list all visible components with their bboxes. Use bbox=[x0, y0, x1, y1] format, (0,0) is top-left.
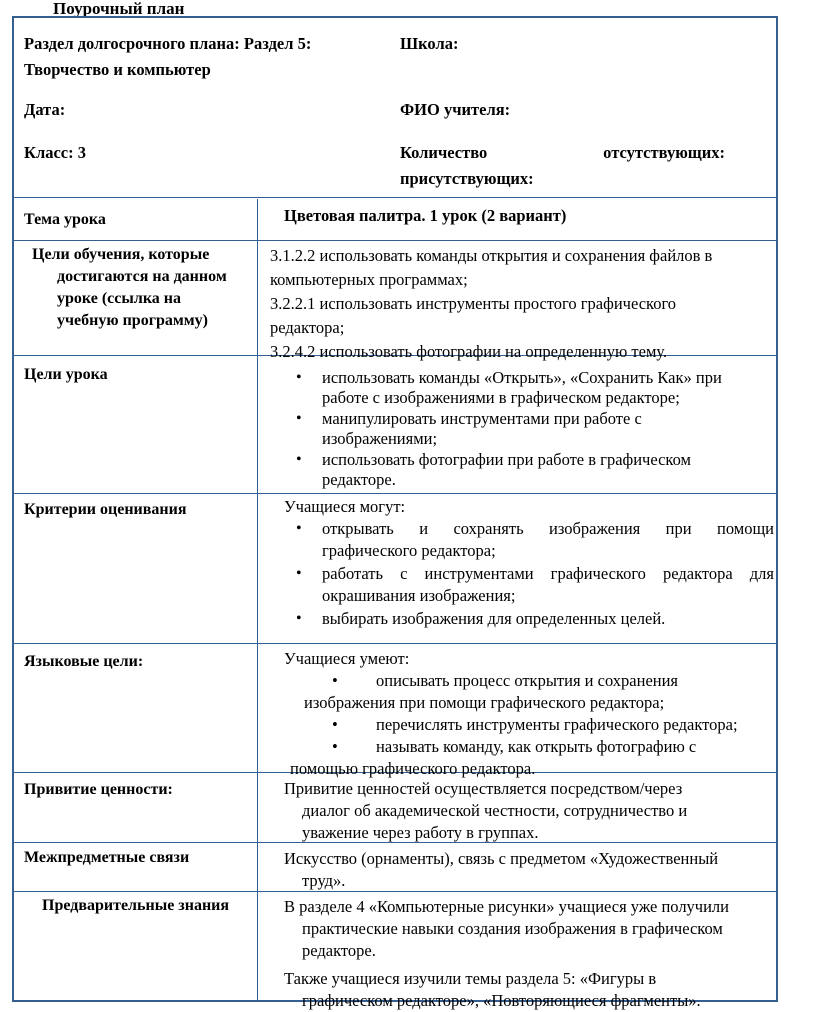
language-goals-list: Учащиеся умеют: • описывать процесс открытия и сохранения изображения при помощи графического редактора; • перечислять инструменты графического редактора; • называть команду, как открыть фотографию с помощью графического редактора. bbox=[284, 648, 779, 780]
list-item: • выбирать изображения для определенных целей. bbox=[288, 608, 774, 630]
class-label: Класс: 3 bbox=[24, 143, 86, 162]
lesson-goals-list bbox=[288, 368, 766, 490]
language-intro: Учащиеся умеют: bbox=[284, 649, 410, 668]
lesson-plan-table bbox=[12, 16, 778, 1010]
document-title: Поурочный план bbox=[53, 0, 185, 18]
interdisciplinary-text: Искусство (орнаменты), связь с предметом «Художественный труд». bbox=[284, 849, 719, 890]
values-label: Привитие ценности: bbox=[24, 781, 173, 798]
topic-value: Цветовая палитра. 1 урок (2 вариант) bbox=[284, 206, 567, 225]
row-divider bbox=[14, 240, 776, 241]
list-item: • открывать и сохранять изображения при помощи графического редактора; bbox=[288, 518, 774, 562]
attendance-label: Количество отсутствующих: присутствующих: bbox=[400, 143, 725, 188]
prior-knowledge-text: В разделе 4 «Компьютерные рисунки» учащиеся уже получили практические навыки создания изображения в графическом редакторе. Также учащиеся изучили темы раздела 5: «Фигуры в графическом редакторе», «Повторяющиеся фрагменты». bbox=[284, 897, 729, 1010]
topic-label: Тема урока bbox=[24, 211, 106, 228]
list-item: • называть команду, как открыть фотографию с bbox=[332, 737, 697, 756]
column-divider bbox=[257, 199, 258, 1000]
criteria-label: Критерии оценивания bbox=[24, 501, 187, 518]
language-goals-label: Языковые цели: bbox=[24, 653, 144, 670]
list-item: • работать с инструментами графического редактора для окрашивания изображения; bbox=[288, 563, 774, 607]
row-divider bbox=[14, 493, 776, 494]
lesson-goals-label: Цели урока bbox=[24, 366, 108, 383]
criteria-intro: Учащиеся могут: bbox=[284, 497, 406, 516]
school-label: Школа: bbox=[400, 34, 459, 53]
learning-goals-list: 3.1.2.2 использовать команды открытия и сохранения файлов в компьютерных программах; 3.2.2.1 использовать инструменты простого графического редактора; 3.2.4.2 использовать фотографии на определенную тему. bbox=[270, 246, 713, 361]
criteria-list bbox=[284, 496, 774, 630]
section-label: Раздел долгосрочного плана: Раздел 5: Творчество и компьютер bbox=[24, 34, 312, 79]
row-divider bbox=[14, 643, 776, 644]
date-label: Дата: bbox=[24, 100, 66, 119]
interdisciplinary-label: Межпредметные связи bbox=[24, 849, 190, 866]
learning-goals-label: Цели обучения, которые достигаются на данном уроке (ссылка на учебную программу) bbox=[32, 246, 227, 329]
values-text: Привитие ценностей осуществляется посредством/через диалог об академической честности, сотрудничество и уважение через работу в группах. bbox=[284, 779, 688, 842]
row-divider bbox=[14, 197, 776, 198]
list-item: • описывать процесс открытия и сохранения bbox=[332, 671, 679, 690]
teacher-label: ФИО учителя: bbox=[400, 100, 511, 119]
prior-knowledge-label: Предварительные знания bbox=[42, 897, 230, 914]
list-item: • перечислять инструменты графического редактора; bbox=[332, 715, 738, 734]
list-item: • использовать фотографии при работе в графическом редакторе. bbox=[288, 450, 766, 490]
list-item: • использовать команды «Открыть», «Сохранить Как» при работе с изображениями в графическом редакторе; bbox=[288, 368, 766, 408]
list-item: • манипулировать инструментами при работе с изображениями; bbox=[288, 409, 766, 449]
